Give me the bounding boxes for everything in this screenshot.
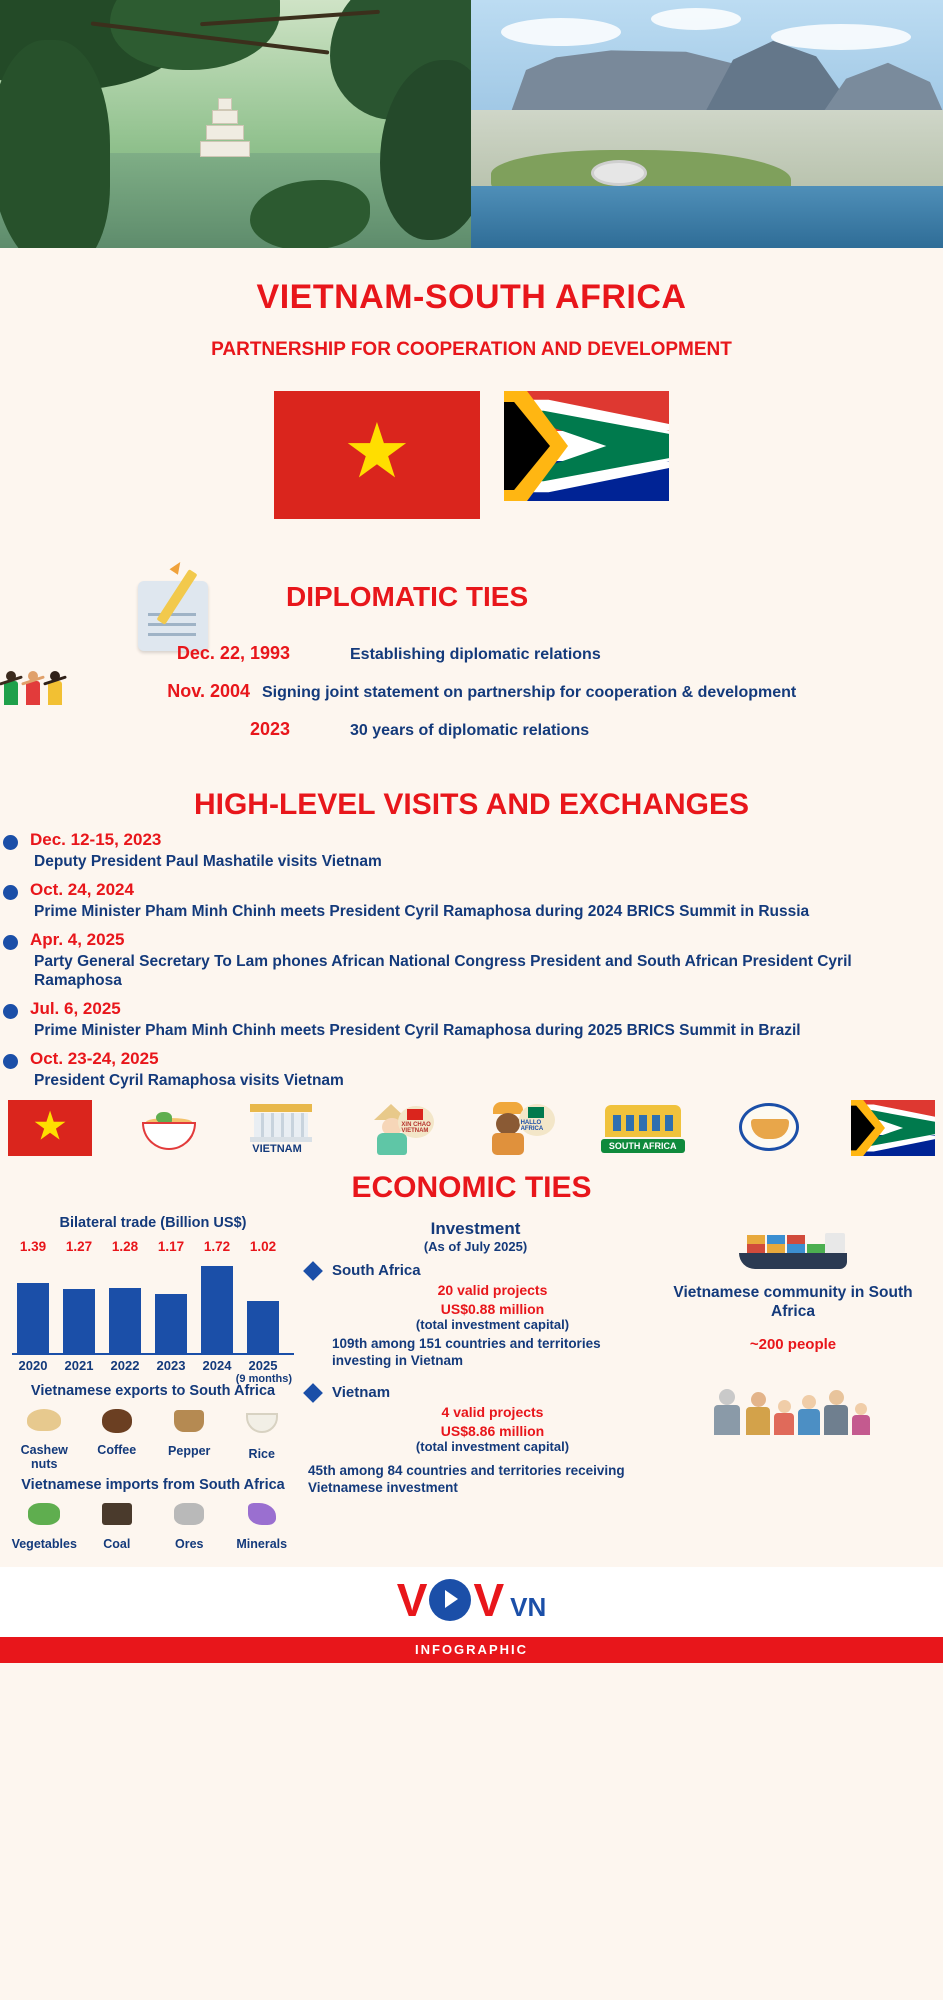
diplomatic-text: Establishing diplomatic relations [350,646,601,663]
list-item [156,1497,222,1551]
imports-list [8,1497,298,1551]
bilateral-trade-chart [8,1238,298,1385]
diplomatic-text: 30 years of diplomatic relations [350,722,590,739]
chart-bar [152,1238,190,1353]
vietnam-flag-icon: ★ [274,391,480,519]
investment-entry-south-africa [298,1262,653,1370]
community-column [653,1215,933,1551]
exports-list [8,1403,298,1471]
good-name: Rice [248,1446,275,1461]
vietnamese-woman-icon [362,1098,432,1158]
good-name: Vegetables [11,1536,77,1551]
chart-x-labels [8,1358,298,1373]
visit-item [0,930,943,992]
investment-capital: US$8.86 million [440,1422,545,1439]
exports-heading: Vietnamese exports to South Africa [30,1382,276,1399]
diplomatic-row [0,681,943,702]
imports-heading: Vietnamese imports from South Africa [21,1476,285,1493]
x-tick: 2023 [156,1357,186,1373]
diplomatic-row [0,719,943,740]
vegetables-icon [11,1503,77,1537]
logo-play-icon [429,1579,471,1621]
diplomatic-ties-heading: DIPLOMATIC TIES [286,581,529,612]
economic-ties-section [0,1205,943,1551]
bar-value-label: 1.28 [111,1238,139,1254]
family-group-icon [708,1361,878,1435]
good-name: Coffee [97,1442,137,1457]
investment-capital-note: (total investment capital) [415,1316,570,1332]
hanoi-lake-photo [0,0,471,248]
community-title: Vietnamese community in South Africa [673,1283,913,1321]
diplomatic-date: Dec. 22, 1993 [176,643,290,663]
building-label: SOUTH AFRICA [608,1140,677,1151]
visit-description: Prime Minister Pham Minh Chinh meets President Cyril Ramaphosa during 2025 BRICS Summit in Brazil [34,1022,801,1040]
visit-date: Apr. 4, 2025 [30,929,125,949]
vov-logo [0,1573,943,1626]
diplomatic-date: 2023 [249,719,290,739]
diamond-bullet-icon [303,1261,323,1281]
investment-subtitle: (As of July 2025) [423,1238,528,1254]
good-name: Cashew nuts [20,1442,68,1471]
investment-column [298,1215,653,1551]
cape-town-photo [471,0,943,248]
visit-description: Prime Minister Pham Minh Chinh meets President Cyril Ramaphosa during 2024 BRICS Summit in Russia [34,902,810,920]
trade-column [8,1215,298,1551]
visit-date: Dec. 12-15, 2023 [30,830,162,849]
diamond-bullet-icon [303,1383,323,1403]
visit-date: Oct. 24, 2024 [30,879,134,899]
turtle-tower-icon [190,95,260,157]
x-tick: 2022 [110,1357,140,1373]
chart-bar [60,1238,98,1353]
bar-value-label: 1.39 [19,1238,47,1254]
community-count: ~200 people [749,1335,837,1353]
bullet-icon [3,935,18,950]
visit-item [0,1049,943,1091]
infographic-bar: INFOGRAPHIC [0,1637,943,1663]
vietnam-temple-icon [246,1098,316,1158]
visit-description: Deputy President Paul Mashatile visits Vietnam [34,853,382,870]
investment-country: Vietnam [332,1383,391,1401]
visit-item [0,999,943,1041]
visit-description: Party General Secretary To Lam phones African National Congress President and South African President Cyril Ramaphosa [34,952,852,990]
logo-v-right: V [473,1573,505,1626]
cashew-nuts-icon [11,1409,77,1443]
bar-value-label: 1.02 [249,1238,277,1254]
page-subtitle: PARTNERSHIP FOR COOPERATION AND DEVELOPMENT [211,339,732,360]
list-item [156,1403,222,1471]
investment-country: South Africa [332,1261,421,1279]
country-flags [0,391,943,519]
investment-projects: 20 valid projects [437,1281,548,1298]
list-item [11,1497,77,1551]
diplomatic-date: Nov. 2004 [167,681,250,701]
list-item [84,1403,150,1471]
ores-icon [156,1503,222,1537]
bar-value-label: 1.27 [65,1238,93,1254]
greeting-label-za: HALLO AFRICA [520,1119,544,1132]
chart-title: Bilateral trade (Billion US$) [59,1214,247,1231]
list-item [229,1497,295,1551]
culture-icon-strip [0,1091,943,1157]
vietnam-flag-icon: ★ [8,1098,92,1158]
notepad-pencil-icon [120,561,225,656]
chart-note: (9 months) [235,1372,292,1385]
investment-rank: 109th among 151 countries and territories investing in Vietnam [332,1336,601,1369]
chart-bars [8,1238,298,1353]
investment-capital: US$0.88 million [440,1300,545,1317]
coffee-beans-icon [84,1409,150,1443]
logo-v-left: V [396,1573,428,1626]
investment-heading: Investment [430,1218,521,1238]
visit-item [0,880,943,922]
chart-axis [12,1353,294,1355]
logo-suffix: VN [510,1591,547,1622]
footer [0,1567,943,1663]
good-name: Coal [103,1536,131,1551]
economic-ties-heading: ECONOMIC TIES [351,1170,592,1204]
investment-entry-vietnam [298,1384,653,1497]
diplomatic-row [0,643,943,664]
good-name: Pepper [168,1443,211,1458]
cargo-ship-icon [733,1221,853,1277]
investment-capital-note: (total investment capital) [415,1438,570,1454]
good-name: Ores [175,1536,204,1551]
page-title: VIETNAM-SOUTH AFRICA [256,278,687,316]
chart-bar [198,1238,236,1353]
south-africa-seal-icon [735,1098,805,1158]
visit-date: Jul. 6, 2025 [30,999,121,1019]
list-item [229,1403,295,1471]
high-level-visits-section [0,788,943,1091]
diplomatic-text: Signing joint statement on partnership for cooperation & development [262,684,797,701]
visit-date: Oct. 23-24, 2025 [30,1049,159,1069]
temple-label: VIETNAM [252,1142,302,1155]
pho-bowl-icon [138,1098,200,1158]
list-item [11,1403,77,1471]
x-tick: 2025 [248,1357,278,1373]
visits-heading: HIGH-LEVEL VISITS AND EXCHANGES [193,788,750,821]
south-africa-flag-icon [504,391,669,501]
coal-icon [84,1503,150,1537]
greeting-label-vn: XIN CHAO VIETNAM [401,1121,431,1134]
chart-bar [14,1238,52,1353]
investment-rank: 45th among 84 countries and territories receiving Vietnamese investment [308,1463,625,1496]
investment-projects: 4 valid projects [441,1403,544,1420]
south-africa-flag-icon [851,1098,935,1158]
visit-item [0,830,943,872]
x-tick: 2021 [64,1357,94,1373]
hero-images [0,0,943,248]
bar-value-label: 1.72 [203,1238,231,1254]
chart-bar [244,1238,282,1353]
x-tick: 2020 [18,1357,48,1373]
south-africa-building-icon [597,1098,689,1158]
south-african-man-icon [479,1098,551,1158]
bullet-icon [3,885,18,900]
bullet-icon [3,835,18,850]
good-name: Minerals [236,1536,288,1551]
chart-bar [106,1238,144,1353]
diplomatic-ties-section [0,563,943,778]
rice-bowl-icon [229,1413,295,1447]
list-item [84,1497,150,1551]
bar-value-label: 1.17 [157,1238,185,1254]
visit-description: President Cyril Ramaphosa visits Vietnam [34,1072,344,1090]
x-tick: 2024 [202,1357,232,1373]
pepper-basket-icon [156,1410,222,1444]
minerals-icon [229,1503,295,1537]
